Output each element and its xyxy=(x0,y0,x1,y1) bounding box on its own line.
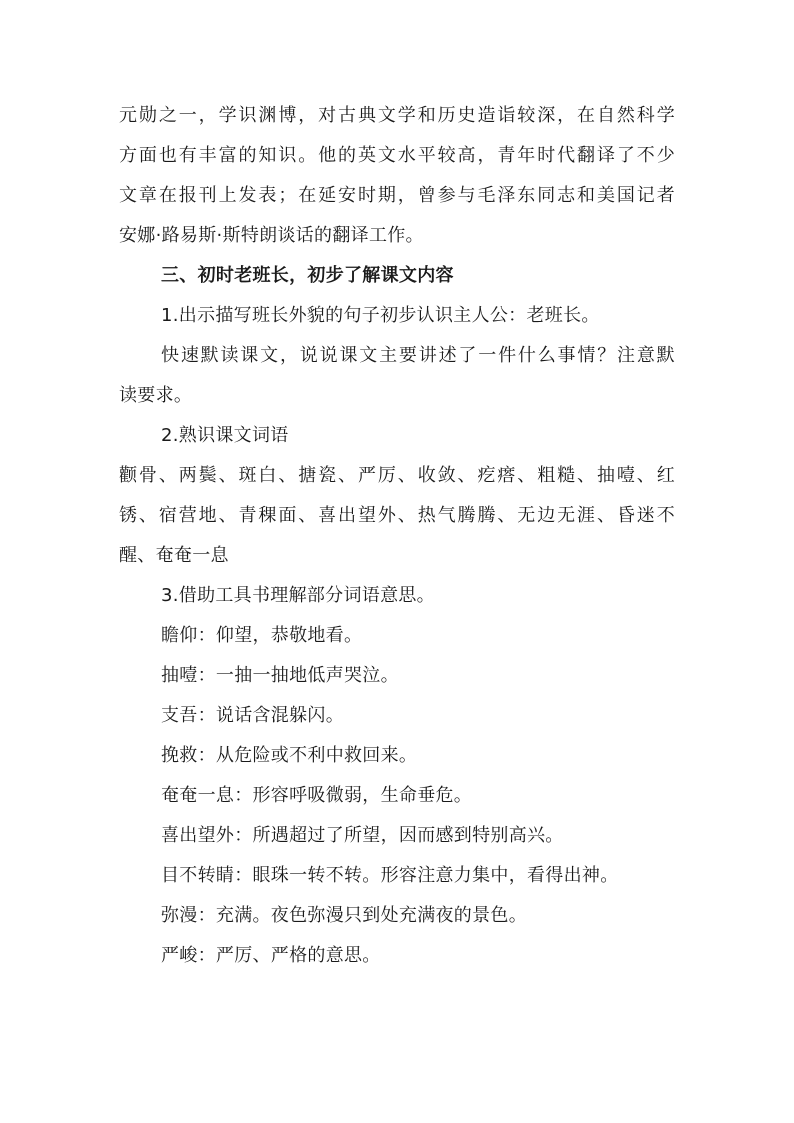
text-line: 安娜·路易斯·斯特朗谈话的翻译工作。 xyxy=(119,225,424,246)
glossary-entry: 目不转睛：眼珠一转不转。形容注意力集中，看得出神。 xyxy=(161,865,619,886)
document-body xyxy=(119,96,675,976)
glossary-entry: 瞻仰：仰望，恭敬地看。 xyxy=(161,625,363,646)
vocabulary-paragraph xyxy=(119,456,675,576)
section-heading: 三、初时老班长，初步了解课文内容 xyxy=(161,265,454,286)
list-item: 2.熟识课文词语 xyxy=(161,425,289,446)
intro-paragraph xyxy=(119,96,675,256)
glossary-entry: 严峻：严厉、严格的意思。 xyxy=(161,945,381,966)
text-line: 快速默读课文，说说课文主要讲述了一件什么事情？注意默 xyxy=(161,345,675,366)
glossary-entry: 弥漫：充满。夜色弥漫只到处充满夜的景色。 xyxy=(161,905,527,926)
text-line: 颧骨、两鬓、斑白、搪瓷、严厉、收敛、疙瘩、粗糙、抽噎、红 xyxy=(119,465,675,486)
list-item: 1.出示描写班长外貌的句子初步认识主人公：老班长。 xyxy=(161,305,600,326)
text-line: 锈、宿营地、青稞面、喜出望外、热气腾腾、无边无涯、昏迷不 xyxy=(119,505,675,526)
text-line: 元勋之一，学识渊博，对古典文学和历史造诣较深，在自然科学 xyxy=(119,105,675,126)
text-line: 读要求。 xyxy=(119,385,193,406)
glossary-entry: 支吾：说话含混躲闪。 xyxy=(161,705,344,726)
glossary-entry: 奄奄一息：形容呼吸微弱，生命垂危。 xyxy=(161,785,473,806)
reading-paragraph xyxy=(119,336,675,416)
glossary-entry: 抽噎：一抽一抽地低声哭泣。 xyxy=(161,665,399,686)
list-item: 3.借助工具书理解部分词语意思。 xyxy=(161,585,435,606)
text-line: 方面也有丰富的知识。他的英文水平较高，青年时代翻译了不少 xyxy=(119,145,675,166)
glossary-entry: 挽救：从危险或不利中救回来。 xyxy=(161,745,418,766)
text-line: 文章在报刊上发表；在延安时期，曾参与毛泽东同志和美国记者 xyxy=(119,185,675,206)
text-line: 醒、奄奄一息 xyxy=(119,545,229,566)
glossary-entry: 喜出望外：所遇超过了所望，因而感到特别高兴。 xyxy=(161,825,564,846)
